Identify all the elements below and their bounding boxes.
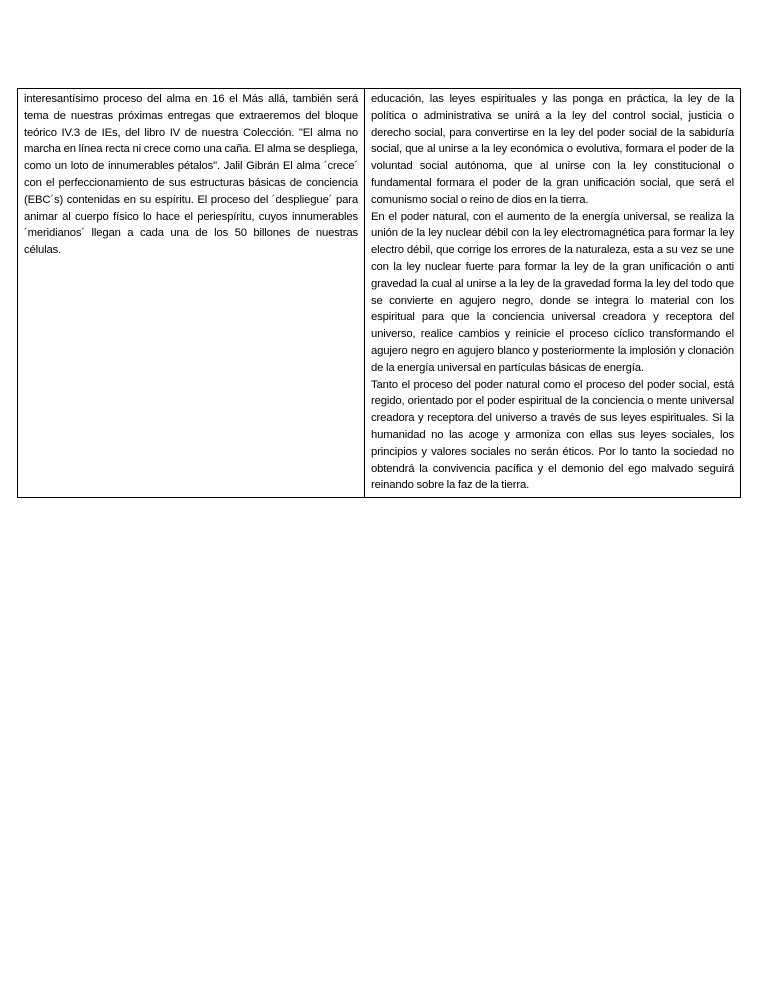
right-paragraph-2: En el poder natural, con el aumento de la energía universal, se realiza la unión de la ley nuclear débil con la ley electromagnética para formar la ley electro débil, que corrige los errores de la naturaleza, esta a su vez se une con la ley nuclear fuerte para formar la ley de la gran unificación o anti gravedad la cual al unirse a la ley de la gravedad forma la ley del todo que se convierte en agujero negro, donde se integra lo material con los espiritual para que la conciencia universal creadora y receptora del universo, realice cambios y reinicie el proceso cíclico transformando el agujero negro en agujero blanco y posteriormente la implosión y clonación de la energía universal en partículas básicas de energía. xyxy=(371,210,734,374)
table-row xyxy=(18,89,741,498)
right-paragraph-3: Tanto el proceso del poder natural como el proceso del poder social, está regido, orientado por el poder espiritual de la conciencia o mente universal creadora y receptora del universo a través de sus leyes espirituales. Si la humanidad no las acoge y armoniza con ellas sus leyes sociales, los principios y valores sociales no serán éticos. Por lo tanto la sociedad no obtendrá la convivencia pacífica y el demonio del ego malvado seguirá reinando sobre la faz de la tierra. xyxy=(371,378,734,492)
right-column-cell xyxy=(365,89,741,498)
left-paragraph-1: interesantísimo proceso del alma en 16 el Más allá, también será tema de nuestras próximas entregas que extraeremos del bloque teórico IV.3 de IEs, del libro IV de nuestra Colección. "El alma no marcha en línea recta ni crece como una caña. El alma se despliega, como un loto de innumerables pétalos". Jalil Gibrán El alma ´crece´ con el perfeccionamiento de sus estructuras básicas de conciencia (EBC´s) contenidas en su espíritu. El proceso del ´despliegue´ para animar al cuerpo físico lo hace el periespíritu, cuyos innumerables ´meridianos´ llegan a cada una de los 50 billones de nuestras células. xyxy=(24,93,358,257)
left-column-cell xyxy=(18,89,365,498)
right-paragraph-1: educación, las leyes espirituales y las ponga en práctica, la ley de la política o administrativa se unirá a la ley del control social, justicia o derecho social, para convertirse en la ley del poder social de la sabiduría social, que al unirse a la ley económica o evolutiva, formara el poder de la voluntad social autónoma, que al unirse con la ley constitucional o fundamental formara el poder de la gran unificación social, que será el comunismo social o reino de dios en la tierra. xyxy=(371,93,734,206)
content-table xyxy=(17,88,741,498)
